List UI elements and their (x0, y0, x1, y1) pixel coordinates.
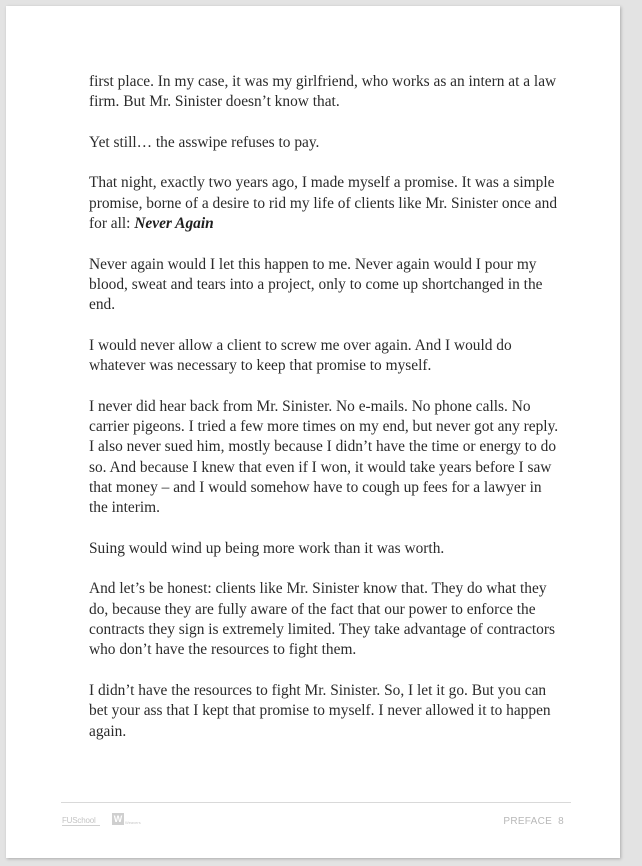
weavers-logo-mark: W (113, 814, 123, 824)
paragraph: I didn’t have the resources to fight Mr. Sinister. So, I let it go. But you can bet your ass that I kept that promise to myself. I never allowed it to happen again. (89, 681, 551, 740)
fuschool-logo-text: FUSchool (62, 816, 96, 825)
paragraph: first place. In my case, it was my girlfriend, who works as an intern at a law firm. But Mr. Sinister doesn’t know that. (89, 73, 557, 111)
emphasis-text: Never Again (134, 215, 214, 233)
paragraph: Never again would I let this happen to me. Never again would I pour my blood, sweat and tears into a project, only to come up shortchanged in the end. (89, 255, 543, 314)
section-name: PREFACE (503, 816, 553, 827)
page-footer-label (503, 816, 564, 827)
paragraph: Suing would wind up being more work than it was worth. (89, 539, 445, 557)
paragraph: Yet still… the asswipe refuses to pay. (89, 133, 320, 151)
paragraph: I never did hear back from Mr. Sinister. No e-mails. No phone calls. No carrier pigeons. I tried a few more times on my end, but never got any reply. I also never sued him, mostly because I didn’t have the time or energy to do so. And because I knew that even if I won, it would take years before I saw that money – and I would somehow have to cough up fees for a lawyer in the interim. (89, 397, 559, 517)
paragraph: And let’s be honest: clients like Mr. Sinister know that. They do what they do, because they are fully aware of the fact that our power to enforce the contracts they sign is extremely limited. They take advantage of contractors who don’t have the resources to fight them. (89, 580, 555, 659)
body-text (89, 72, 559, 762)
fuschool-logo (62, 816, 96, 825)
paragraph: I would never allow a client to screw me over again. And I would do whatever was necessary to keep that promise to myself. (89, 336, 512, 375)
page-number: 8 (558, 816, 564, 827)
weavers-logo-text: Weavers (125, 820, 141, 825)
document-page (6, 6, 620, 858)
logo-underline (62, 825, 100, 826)
paragraph-text: That night, exactly two years ago, I made myself a promise. It was a simple promise, borne of a desire to rid my life of clients like Mr. Sinister once and for all: (89, 174, 558, 233)
weavers-logo (112, 813, 141, 825)
footer-divider (61, 802, 571, 803)
paragraph (89, 173, 559, 234)
